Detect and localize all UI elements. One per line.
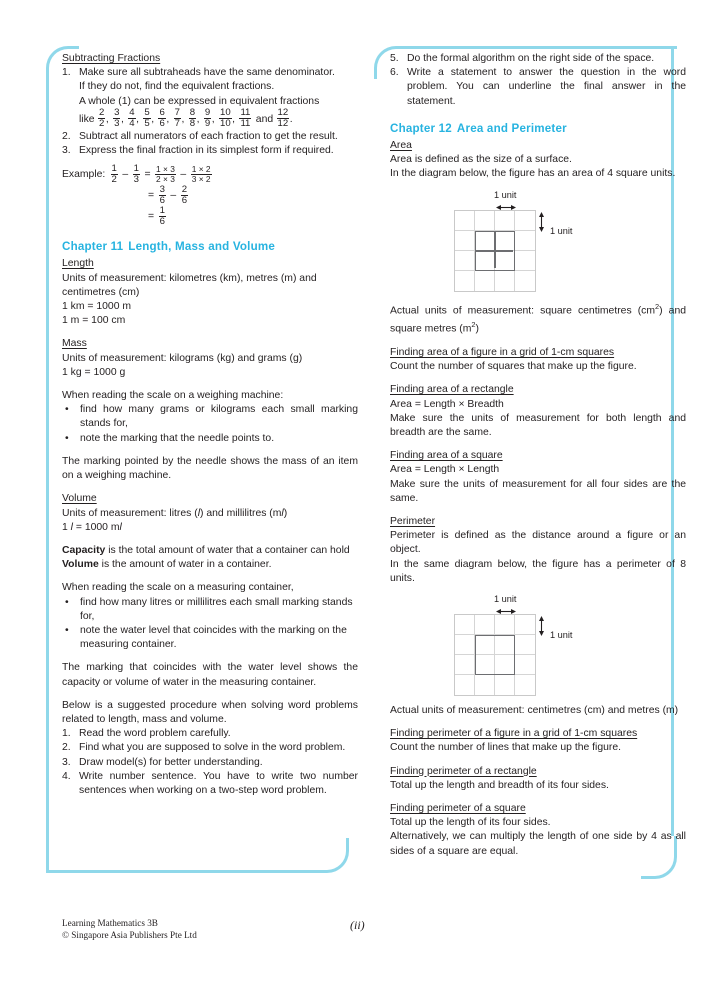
fraction-series <box>97 107 255 130</box>
bullet-icon: • <box>65 624 69 636</box>
area-figure-shape <box>475 231 515 271</box>
example-fraction-f <box>180 185 188 206</box>
fraction-denominator: 3 <box>114 118 120 130</box>
chapter-11-title: Length, Mass and Volume <box>128 240 276 254</box>
litre-symbol: l <box>281 507 284 519</box>
perimeter-heading: Perimeter <box>390 516 436 527</box>
volume-term: Volume <box>62 559 99 571</box>
list-text: note the marking that the needle points to. <box>80 432 275 444</box>
example-fraction-a <box>110 164 118 185</box>
list-item <box>62 741 358 755</box>
fraction-numerator: 9 <box>204 107 211 119</box>
bullet-icon: • <box>65 404 69 416</box>
fraction-denominator: 11 <box>240 118 251 130</box>
fraction-denominator: 8 <box>189 118 196 130</box>
fraction-denominator: 4 <box>129 118 135 130</box>
list-text: Express the final fraction in its simplest form if required. <box>79 145 334 157</box>
fraction <box>98 108 105 129</box>
diagram-top-dimension-label: 1 unit <box>494 594 517 605</box>
fraction-numerator: 7 <box>174 107 180 119</box>
bullet-icon: • <box>65 596 69 608</box>
list-marker: 2. <box>62 742 71 754</box>
area-note-square: Make sure the units of measurement for all four sides are the same. <box>390 478 686 504</box>
fraction-separator: , <box>120 113 124 125</box>
page-footer <box>62 918 662 941</box>
list-item <box>62 403 358 431</box>
list-item <box>62 596 358 624</box>
fraction-numerator: 5 <box>144 107 150 119</box>
fraction-numerator: 10 <box>219 107 231 119</box>
fraction-denominator: 12 <box>277 118 289 130</box>
fraction-numerator: 1 × 2 <box>191 164 211 175</box>
fraction-numerator: 4 <box>129 107 135 119</box>
equivalent-fractions-line <box>79 109 358 130</box>
length-conversion-2: 1 m = 100 cm <box>62 315 126 327</box>
list-text: find how many litres or millilitres each small marking stands for, <box>80 596 353 622</box>
perimeter-sub-heading-rectangle: Finding perimeter of a rectangle <box>390 765 537 777</box>
fraction <box>181 185 188 206</box>
fraction-numerator: 2 <box>98 107 105 119</box>
list-marker: 6. <box>390 67 399 79</box>
litre-symbol: l <box>119 521 122 533</box>
chapter-12-title: Area and Perimeter <box>456 121 567 135</box>
area-heading: Area <box>390 140 412 152</box>
area-sub-heading-square: Finding area of a square <box>390 450 503 462</box>
fraction <box>189 108 196 129</box>
list-text: note the water level that coincides with the marking on the measuring container. <box>80 624 347 651</box>
fraction-line-prefix: like <box>79 113 95 125</box>
fraction-denominator: 2 × 3 <box>156 173 175 184</box>
perimeter-diagram-intro: In the same diagram below, the figure has a perimeter of 8 units. <box>390 558 686 584</box>
perimeter-note-square: Alternatively, we can multiply the length of one side by 4 as all sides of a square are equal. <box>390 831 686 857</box>
list-marker: 2. <box>62 130 71 142</box>
chapter-11-number: Chapter 11 <box>62 240 124 254</box>
fraction <box>158 108 165 129</box>
list-item <box>62 144 358 158</box>
example-equals-3: = <box>148 210 155 222</box>
perimeter-grid-diagram <box>390 592 686 700</box>
fraction <box>174 108 181 129</box>
list-item <box>62 624 358 652</box>
example-block <box>62 164 358 227</box>
step-1-continuation-1: If they do not, find the equivalent fractions. <box>79 81 275 93</box>
fraction-separator: , <box>196 113 200 125</box>
frame-corner-bottom-left-icon <box>46 838 349 873</box>
frame-left-rule <box>46 100 49 870</box>
list-text: Read the word problem carefully. <box>79 728 231 740</box>
length-conversion-1: 1 km = 1000 m <box>62 301 132 313</box>
volume-definition: Volume is the amount of water in a container. <box>62 559 272 571</box>
fraction-numerator: 1 <box>159 204 165 216</box>
fraction-denominator: 6 <box>159 194 165 206</box>
fraction-numerator: 2 <box>181 183 188 195</box>
grid-4x4 <box>454 210 536 292</box>
area-definition: Area is defined as the size of a surface. <box>390 154 572 166</box>
list-marker: 3. <box>62 145 71 157</box>
perimeter-figure-shape <box>475 635 515 675</box>
list-item <box>62 727 358 741</box>
perimeter-text-square: Total up the length of its four sides. <box>390 817 551 829</box>
capacity-term: Capacity <box>62 544 106 556</box>
example-line-1 <box>62 164 358 185</box>
fraction <box>159 206 166 227</box>
fraction <box>155 165 176 183</box>
mass-units: Units of measurement: kilograms (kg) and grams (g) <box>62 352 303 364</box>
list-marker: 1. <box>62 728 71 740</box>
volume-scale-intro: When reading the scale on a measuring container, <box>62 582 294 594</box>
bullet-icon: • <box>65 432 69 444</box>
example-operator-1: – <box>122 168 129 180</box>
fraction-numerator: 1 × 3 <box>156 164 175 175</box>
perimeter-sub-heading-grid: Finding perimeter of a figure in a grid of 1-cm squares <box>390 728 638 740</box>
fraction-denominator: 6 <box>159 215 165 227</box>
volume-heading: Volume <box>62 493 97 505</box>
fraction-denominator: 2 <box>111 173 117 185</box>
volume-conversion: 1 l = 1000 ml <box>62 521 122 533</box>
fraction-separator: , <box>166 113 170 125</box>
fraction-numerator: 8 <box>189 107 196 119</box>
subtracting-fractions-steps <box>62 66 358 158</box>
left-column <box>62 52 358 798</box>
diagram-right-dimension-label: 1 unit <box>550 630 573 641</box>
chapter-12-number: Chapter 12 <box>390 121 452 135</box>
fraction <box>113 108 120 129</box>
fraction-denominator: 3 <box>133 173 139 185</box>
area-sub-text-grid: Count the number of squares that make up the figure. <box>390 361 637 373</box>
fraction-denominator: 10 <box>219 118 231 130</box>
volume-closing: The marking that coincides with the water level shows the capacity or volume of water in the measuring container. <box>62 662 358 688</box>
fraction-separator: , <box>181 113 185 125</box>
fraction-denominator: 5 <box>144 118 150 130</box>
list-text: Do the formal algorithm on the right side of the space. <box>407 53 655 64</box>
fraction-numerator: 3 <box>114 107 120 119</box>
capacity-definition: Capacity is the total amount of water that a container can hold <box>62 544 350 556</box>
list-text: Subtract all numerators of each fraction to get the result. <box>79 130 338 142</box>
area-note-rectangle: Make sure the units of measurement for both length and breadth are the same. <box>390 412 686 438</box>
list-item <box>62 130 358 144</box>
chapter-12-heading <box>390 122 686 136</box>
list-text: Make sure all subtraheads have the same denominator. <box>79 67 335 79</box>
fraction-separator: , <box>105 113 109 125</box>
mass-heading: Mass <box>62 338 87 350</box>
fraction-numerator: 11 <box>240 107 251 119</box>
fraction-separator: , <box>136 113 139 125</box>
grid-4x4 <box>454 614 536 696</box>
mass-conversion-1: 1 kg = 1000 g <box>62 366 126 378</box>
list-item <box>62 66 358 80</box>
fraction-numerator: 1 <box>111 162 117 174</box>
fraction-separator: , <box>211 113 215 125</box>
example-fraction-g <box>158 206 166 227</box>
fraction <box>128 108 135 129</box>
fraction-numerator: 6 <box>159 107 165 119</box>
perimeter-actual-units: Actual units of measurement: centimetres (cm) and metres (m) <box>390 705 679 717</box>
list-text: Draw model(s) for better understanding. <box>79 756 263 768</box>
list-marker: 1. <box>62 67 71 79</box>
list-marker: 3. <box>62 756 71 768</box>
example-equals-2: = <box>148 189 155 201</box>
list-item <box>390 66 686 109</box>
perimeter-text-rectangle: Total up the length and breadth of its four sides. <box>390 779 609 791</box>
fraction-denominator: 2 <box>98 118 105 130</box>
example-operator-2: – <box>180 168 187 180</box>
fraction <box>159 185 166 206</box>
perimeter-sub-heading-square: Finding perimeter of a square <box>390 803 526 815</box>
fraction-denominator: 6 <box>181 194 188 206</box>
area-diagram-intro: In the diagram below, the figure has an area of 4 square units. <box>390 168 676 180</box>
example-fraction-b <box>132 164 140 185</box>
list-item <box>62 756 358 770</box>
list-text: Write number sentence. You have to write two number sentences when working on a two-step word problem. <box>79 770 358 796</box>
example-label: Example: <box>62 168 106 180</box>
procedure-intro: Below is a suggested procedure when solving word problems related to length, mass and volume. <box>62 699 358 725</box>
litre-symbol: l <box>70 521 73 533</box>
fraction-denominator: 3 × 2 <box>191 173 211 184</box>
area-formula-square: Area = Length × Length <box>390 464 500 476</box>
example-fraction-e <box>158 185 166 206</box>
list-text: Write a statement to answer the question in the word problem. You can underline the final answer in the statement. <box>407 67 686 107</box>
list-item <box>62 432 358 446</box>
fraction-final <box>276 107 290 130</box>
example-operator-3: – <box>170 189 177 201</box>
fraction-denominator: 7 <box>174 118 180 130</box>
area-actual-units: Actual units of measurement: square centimetres $(cm^2)$ and square metres $(m^2)$ <box>390 301 687 335</box>
mass-closing: The marking pointed by the needle shows the mass of an item on a weighing machine. <box>62 455 358 482</box>
example-fraction-c <box>155 166 177 184</box>
perimeter-sub-text-grid: Count the number of lines that make up the figure. <box>390 742 622 754</box>
chapter-11-heading <box>62 240 358 254</box>
right-column <box>390 52 686 859</box>
fraction-numerator: 12 <box>277 107 289 119</box>
area-formula-rectangle: Area = Length × Breadth <box>390 398 504 410</box>
list-marker: 4. <box>62 770 71 782</box>
example-line-3 <box>62 206 358 227</box>
list-text: Find what you are supposed to solve in the word problem. <box>79 742 346 754</box>
diagram-right-dimension-label: 1 unit <box>550 225 573 236</box>
footer-title: Learning Mathematics 3B <box>62 918 158 928</box>
fraction <box>204 108 211 129</box>
fraction-separator: , <box>151 113 155 125</box>
example-equals-1: = <box>144 168 151 180</box>
fraction <box>111 164 118 185</box>
area-sub-heading-rectangle: Finding area of a rectangle <box>390 384 514 396</box>
footer-copyright: © Singapore Asia Publishers Pte Ltd <box>62 929 197 940</box>
fraction-line-conjunction: and <box>255 113 274 125</box>
list-marker: 5. <box>390 53 399 64</box>
length-units: Units of measurement: kilometres (km), metres (m) and centimetres (cm) <box>62 272 317 298</box>
fraction <box>191 165 212 183</box>
fraction-separator <box>252 114 255 125</box>
fraction <box>277 108 290 129</box>
fraction <box>239 108 251 129</box>
litre-symbol: l <box>197 507 201 519</box>
fraction <box>143 108 150 129</box>
fraction-denominator: 9 <box>204 118 211 130</box>
example-fraction-d <box>190 166 212 184</box>
section-title-subtracting-fractions: Subtracting Fractions <box>62 53 161 64</box>
fraction-line-period: . <box>289 113 293 125</box>
vertical-dimension-arrow-icon <box>538 212 545 232</box>
fraction <box>133 164 140 185</box>
fraction-denominator: 6 <box>159 118 165 130</box>
list-text: find how many grams or kilograms each small marking stands for, <box>80 404 358 430</box>
fraction-numerator: 1 <box>133 162 139 174</box>
page-number: (ii) <box>350 918 365 932</box>
volume-units: Units of measurement: litres (l) and millilitres (ml) <box>62 507 288 519</box>
step-1-continuation-2: A whole (1) can be expressed in equivalent fractions <box>79 95 320 107</box>
list-item <box>390 52 686 66</box>
perimeter-definition: Perimeter is defined as the distance around a figure or an object. <box>390 530 686 556</box>
list-item <box>62 770 358 798</box>
area-sub-heading-grid: Finding area of a figure in a grid of 1-cm squares <box>390 346 615 358</box>
diagram-top-dimension-label: 1 unit <box>494 189 517 200</box>
fraction-numerator: 3 <box>159 183 165 195</box>
mass-scale-intro: When reading the scale on a weighing machine: <box>62 390 284 402</box>
area-grid-diagram <box>390 188 686 296</box>
fraction-separator: , <box>232 113 236 125</box>
length-heading: Length <box>62 258 94 270</box>
vertical-dimension-arrow-icon <box>538 616 545 636</box>
example-line-2 <box>62 185 358 206</box>
fraction <box>219 108 232 129</box>
